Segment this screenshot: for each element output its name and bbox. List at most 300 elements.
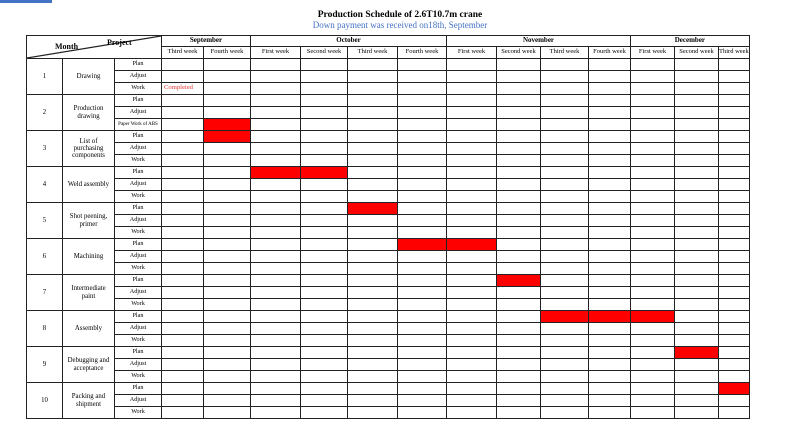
schedule-cell [497,407,541,419]
schedule-cell [675,203,719,215]
schedule-cell [251,155,301,167]
schedule-cell [204,371,251,383]
schedule-cell [675,215,719,227]
schedule-cell [719,83,750,95]
task-number: 5 [27,203,63,239]
schedule-cell [589,251,631,263]
schedule-cell [162,323,204,335]
schedule-cell [301,59,348,71]
schedule-cell [447,323,497,335]
schedule-cell [251,95,301,107]
schedule-cell [348,227,398,239]
schedule-cell [348,323,398,335]
schedule-cell [251,263,301,275]
schedule-cell [719,263,750,275]
schedule-cell [541,251,589,263]
task-number: 3 [27,131,63,167]
schedule-cell [675,371,719,383]
schedule-cell [675,143,719,155]
schedule-cell [348,179,398,191]
schedule-cell [675,323,719,335]
schedule-cell [675,107,719,119]
schedule-cell [251,383,301,395]
schedule-cell [251,311,301,323]
schedule-cell [398,263,447,275]
schedule-cell [541,131,589,143]
schedule-cell [631,347,675,359]
schedule-cell [497,239,541,251]
schedule-cell [398,131,447,143]
completed-note: Completed [162,83,204,95]
schedule-cell [497,395,541,407]
schedule-cell [301,239,348,251]
schedule-cell [162,263,204,275]
schedule-cell [251,395,301,407]
schedule-cell [204,155,251,167]
schedule-cell [719,347,750,359]
schedule-cell [251,347,301,359]
schedule-cell [162,239,204,251]
schedule-cell [398,95,447,107]
task-row [27,347,750,359]
schedule-cell [631,215,675,227]
schedule-cell [398,371,447,383]
schedule-cell [348,155,398,167]
month-header-october: October [251,36,447,47]
schedule-cell [348,191,398,203]
schedule-cell [398,203,447,215]
schedule-cell [589,395,631,407]
schedule-cell [631,227,675,239]
schedule-cell [204,335,251,347]
schedule-cell [251,299,301,311]
schedule-cell [719,239,750,251]
schedule-cell [348,83,398,95]
schedule-cell [631,155,675,167]
schedule-cell [589,347,631,359]
schedule-cell [675,119,719,131]
schedule-bar [447,239,497,251]
schedule-cell [251,107,301,119]
schedule-cell [301,263,348,275]
schedule-cell [497,107,541,119]
schedule-cell [162,275,204,287]
task-number: 8 [27,311,63,347]
schedule-cell [675,191,719,203]
schedule-cell [251,179,301,191]
schedule-cell [301,119,348,131]
schedule-cell [162,107,204,119]
task-name: Shot peening, primer [63,203,115,239]
schedule-cell [447,359,497,371]
schedule-cell [204,251,251,263]
schedule-cell [398,179,447,191]
schedule-cell [589,179,631,191]
schedule-cell [301,191,348,203]
schedule-cell [675,263,719,275]
schedule-cell [675,395,719,407]
schedule-cell [675,383,719,395]
schedule-cell [162,191,204,203]
row-type-label: Plan [115,167,162,179]
task-name: Weld assembly [63,167,115,203]
schedule-cell [631,203,675,215]
schedule-cell [631,167,675,179]
schedule-cell [631,179,675,191]
schedule-cell [589,407,631,419]
schedule-cell [162,395,204,407]
schedule-cell [719,107,750,119]
row-type-label: Adjust [115,395,162,407]
schedule-cell [631,107,675,119]
task-number: 6 [27,239,63,275]
schedule-cell [541,143,589,155]
schedule-cell [398,191,447,203]
schedule-cell [162,299,204,311]
schedule-cell [589,131,631,143]
schedule-cell [301,95,348,107]
row-type-label: Work [115,155,162,167]
row-type-label: Plan [115,95,162,107]
task-number: 1 [27,59,63,95]
schedule-cell [204,191,251,203]
schedule-cell [204,167,251,179]
schedule-cell [497,71,541,83]
row-type-label: Work [115,83,162,95]
task-row [27,119,750,131]
schedule-cell [301,311,348,323]
schedule-cell [631,239,675,251]
row-type-label: Work [115,191,162,203]
schedule-cell [398,299,447,311]
task-name: Machining [63,239,115,275]
schedule-cell [301,395,348,407]
schedule-bar [541,311,589,323]
row-type-label: Plan [115,203,162,215]
schedule-cell [675,167,719,179]
schedule-cell [631,383,675,395]
schedule-bar [204,131,251,143]
schedule-cell [541,71,589,83]
schedule-cell [162,383,204,395]
schedule-cell [541,191,589,203]
schedule-cell [204,203,251,215]
schedule-cell [251,239,301,251]
task-row [27,59,750,71]
schedule-cell [204,215,251,227]
schedule-cell [348,263,398,275]
schedule-cell [348,395,398,407]
task-row [27,143,750,155]
schedule-cell [631,371,675,383]
row-type-label: Plan [115,59,162,71]
week-header-cell: Second week [497,47,541,59]
schedule-cell [589,107,631,119]
schedule-cell [162,227,204,239]
schedule-cell [162,335,204,347]
schedule-bar [497,275,541,287]
schedule-cell [204,311,251,323]
schedule-cell [497,203,541,215]
schedule-cell [348,251,398,263]
schedule-cell [204,407,251,419]
schedule-cell [447,167,497,179]
schedule-cell [675,251,719,263]
schedule-cell [348,407,398,419]
schedule-cell [719,71,750,83]
schedule-cell [497,383,541,395]
schedule-cell [251,323,301,335]
schedule-cell [301,299,348,311]
schedule-cell [589,71,631,83]
schedule-cell [398,83,447,95]
task-row [27,227,750,239]
schedule-cell [398,143,447,155]
schedule-cell [541,203,589,215]
week-header-cell: Third week [541,47,589,59]
schedule-cell [162,203,204,215]
schedule-cell [541,383,589,395]
schedule-cell [719,131,750,143]
schedule-cell [301,227,348,239]
schedule-cell [204,59,251,71]
schedule-cell [719,335,750,347]
task-number: 7 [27,275,63,311]
schedule-cell [541,275,589,287]
row-type-label: Plan [115,383,162,395]
schedule-cell [631,287,675,299]
row-type-label: Adjust [115,323,162,335]
schedule-cell [204,347,251,359]
schedule-cell [398,347,447,359]
schedule-cell [719,143,750,155]
schedule-cell [204,227,251,239]
schedule-cell [251,359,301,371]
task-row [27,299,750,311]
schedule-cell [497,287,541,299]
schedule-cell [447,371,497,383]
task-row [27,71,750,83]
schedule-cell [631,395,675,407]
schedule-cell [348,371,398,383]
schedule-cell [497,167,541,179]
schedule-cell [719,371,750,383]
schedule-cell [541,119,589,131]
schedule-cell [251,371,301,383]
schedule-cell [719,299,750,311]
page-title: Production Schedule of 2.6T10.7m crane [317,10,483,20]
schedule-cell [204,83,251,95]
schedule-cell [447,59,497,71]
schedule-cell [541,407,589,419]
schedule-cell [251,131,301,143]
task-row [27,383,750,395]
schedule-cell [398,335,447,347]
schedule-cell [301,347,348,359]
task-row [27,275,750,287]
schedule-cell [398,407,447,419]
task-number: 4 [27,167,63,203]
task-row [27,287,750,299]
schedule-cell [541,179,589,191]
schedule-cell [204,299,251,311]
schedule-cell [541,83,589,95]
schedule-cell [348,119,398,131]
schedule-cell [162,131,204,143]
schedule-cell [348,215,398,227]
schedule-cell [251,287,301,299]
schedule-cell [251,71,301,83]
schedule-cell [719,119,750,131]
schedule-cell [348,383,398,395]
schedule-cell [348,275,398,287]
schedule-cell [348,311,398,323]
schedule-cell [631,251,675,263]
schedule-bar [719,383,750,395]
task-name: List of purchasing components [63,131,115,167]
task-number: 2 [27,95,63,131]
schedule-cell [447,71,497,83]
schedule-cell [589,83,631,95]
schedule-cell [675,335,719,347]
schedule-cell [541,227,589,239]
schedule-cell [541,167,589,179]
schedule-cell [204,95,251,107]
schedule-cell [631,299,675,311]
schedule-cell [675,311,719,323]
schedule-cell [719,167,750,179]
schedule-cell [447,179,497,191]
corner-project-label: Project [107,38,132,47]
schedule-cell [251,275,301,287]
schedule-cell [204,263,251,275]
task-name: Assembly [63,311,115,347]
week-header-cell: First week [251,47,301,59]
schedule-cell [541,59,589,71]
schedule-cell [301,371,348,383]
schedule-cell [204,287,251,299]
task-row [27,155,750,167]
schedule-cell [251,407,301,419]
schedule-cell [497,347,541,359]
schedule-cell [497,191,541,203]
task-name: Packing and shipment [63,383,115,419]
schedule-cell [447,107,497,119]
schedule-cell [631,71,675,83]
schedule-cell [589,323,631,335]
schedule-cell [204,143,251,155]
schedule-cell [301,359,348,371]
schedule-cell [589,95,631,107]
schedule-cell [348,335,398,347]
schedule-cell [162,155,204,167]
task-name: Drawing [63,59,115,95]
schedule-cell [251,83,301,95]
schedule-table [26,35,750,419]
schedule-cell [398,359,447,371]
row-type-label: Paper Work of ABS [115,119,162,131]
schedule-cell [589,263,631,275]
schedule-cell [398,323,447,335]
schedule-cell [719,407,750,419]
schedule-cell [589,239,631,251]
schedule-cell [631,407,675,419]
schedule-cell [447,227,497,239]
schedule-cell [675,95,719,107]
page-subtitle: Down payment was received on18th, September [312,20,488,30]
week-header-cell: Second week [301,47,348,59]
schedule-cell [398,167,447,179]
schedule-cell [162,287,204,299]
schedule-cell [204,179,251,191]
schedule-cell [589,383,631,395]
schedule-cell [631,191,675,203]
schedule-cell [301,143,348,155]
schedule-cell [719,155,750,167]
schedule-cell [398,383,447,395]
row-type-label: Adjust [115,287,162,299]
schedule-cell [497,359,541,371]
schedule-cell [447,275,497,287]
schedule-cell [541,359,589,371]
schedule-cell [447,407,497,419]
row-type-label: Plan [115,275,162,287]
schedule-cell [162,143,204,155]
schedule-cell [631,275,675,287]
schedule-cell [251,227,301,239]
schedule-cell [348,95,398,107]
schedule-cell [204,395,251,407]
schedule-cell [398,71,447,83]
schedule-cell [675,275,719,287]
schedule-cell [301,131,348,143]
task-row [27,239,750,251]
task-row [27,215,750,227]
schedule-cell [398,227,447,239]
task-row [27,167,750,179]
schedule-cell [589,227,631,239]
schedule-cell [162,347,204,359]
schedule-cell [541,263,589,275]
month-header-november: November [447,36,631,47]
task-row [27,179,750,191]
schedule-cell [497,119,541,131]
schedule-cell [447,263,497,275]
task-number: 9 [27,347,63,383]
task-row [27,251,750,263]
schedule-cell [497,215,541,227]
task-row [27,263,750,275]
row-type-label: Adjust [115,251,162,263]
schedule-cell [348,287,398,299]
schedule-cell [719,395,750,407]
schedule-bar [204,119,251,131]
schedule-cell [348,359,398,371]
schedule-cell [589,359,631,371]
schedule-cell [301,179,348,191]
schedule-cell [589,215,631,227]
schedule-cell [675,227,719,239]
schedule-cell [675,179,719,191]
schedule-cell [631,323,675,335]
schedule-cell [348,143,398,155]
schedule-cell [719,215,750,227]
schedule-cell [348,131,398,143]
schedule-cell [447,335,497,347]
schedule-cell [162,311,204,323]
schedule-cell [398,119,447,131]
schedule-cell [447,119,497,131]
